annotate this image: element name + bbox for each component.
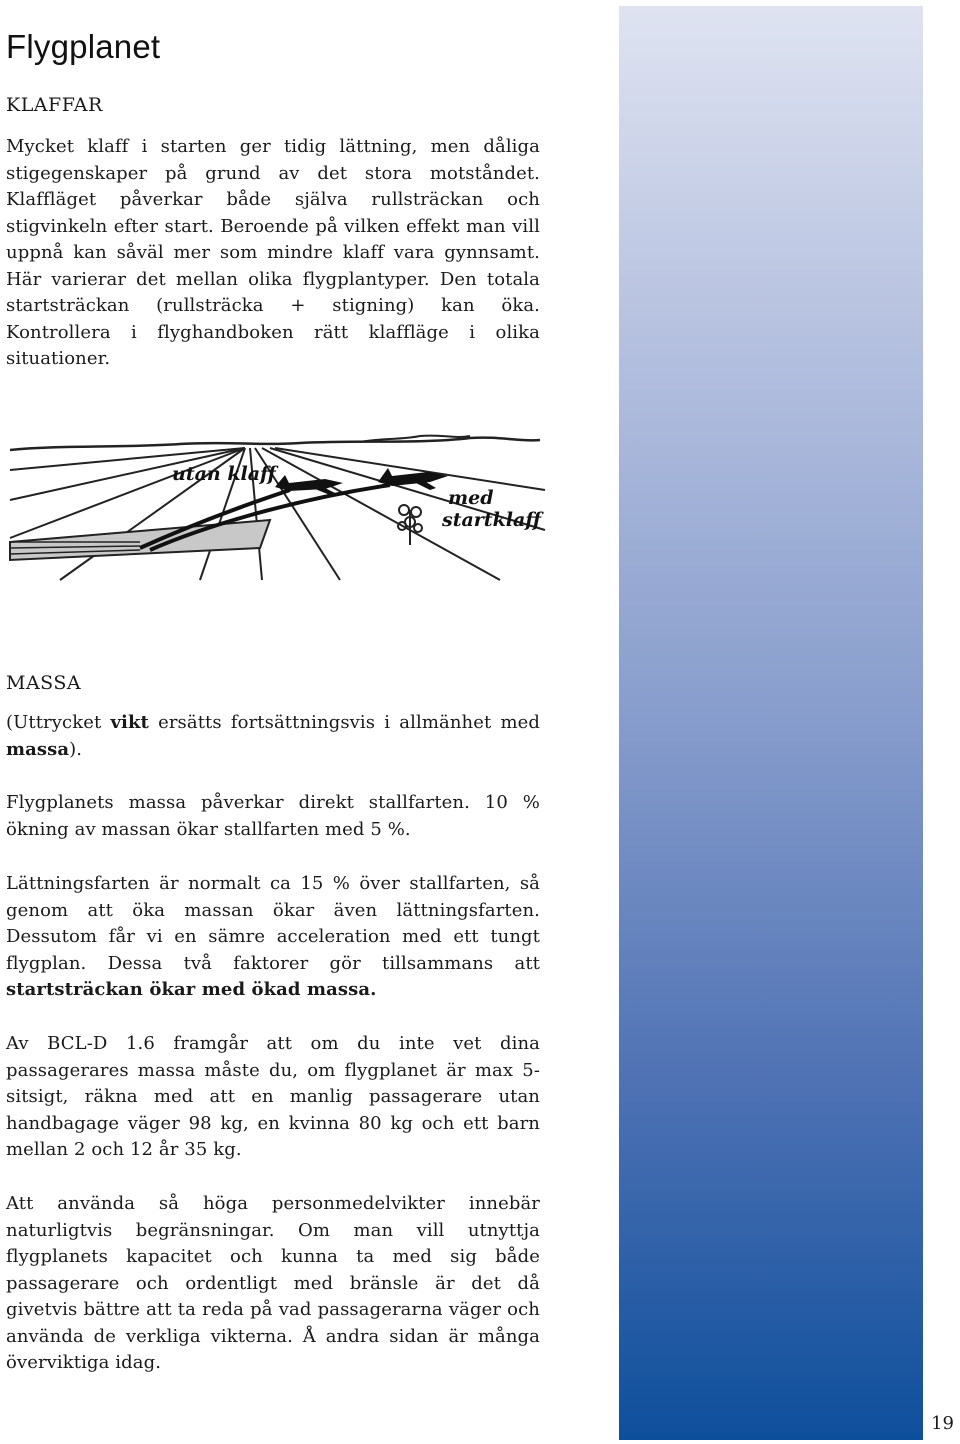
takeoff-flap-illustration [0, 430, 560, 610]
runway [10, 520, 270, 560]
section-heading-klaffar: KLAFFAR [6, 94, 103, 116]
page-number: 19 [931, 1413, 954, 1434]
klaffar-paragraph: Mycket klaff i starten ger tidig lättning, men dåliga stigegenskaper på grund av det stora motståndet. Klaffläget påverkar både själva rullsträckan och stigvinkeln efter start. Beroende på vilken effekt man vill uppnå kan såväl mer som mindre klaff vara gynnsamt. Här varierar det mellan olika flygplantyper. Den totala startsträckan (rullsträcka + stigning) kan öka. Kontrollera i flyghandboken rätt klaffläge i olika situationer. [6, 136, 540, 369]
page-title: Flygplanet [6, 28, 161, 65]
decorative-gradient-sidebar [619, 6, 923, 1440]
massa-paragraph-4: Av BCL-D 1.6 framgår att om du inte vet dina passagerares massa måste du, om flygplanet är max 5-sitsigt, räkna med att en manlig passagerare utan handbagage väger 98 kg, en kvinna 80 kg och ett barn mellan 2 och 12 år 35 kg. [6, 1033, 540, 1160]
massa-paragraph-2: Flygplanets massa påverkar direkt stallfarten. 10 % ökning av massan ökar stallfarten med 5 %. [6, 792, 540, 840]
section-heading-massa: MASSA [6, 672, 82, 694]
massa-paragraph-5: Att använda så höga personmedelvikter innebär naturligtvis begränsningar. Om man vill utnyttja flygplanets kapacitet och kunna ta med sig både passagerare och ordentligt med bränsle är det då givetvis bättre att ta reda på vad passagerarna väger och använda de verkliga vikterna. Å andra sidan är många överviktiga idag. [6, 1193, 540, 1373]
label-startklaff: startklaff [442, 509, 541, 531]
massa-paragraph-3: Lättningsfarten är normalt ca 15 % över stallfarten, så genom att öka massan ökar även lättningsfarten. Dessutom får vi en sämre acceleration med ett tungt flygplan. Dessa två faktorer gör tillsammans att startsträckan ökar med ökad massa. [6, 873, 540, 1000]
label-utan-klaff: utan klaff [172, 463, 276, 485]
massa-paragraph-1: (Uttrycket vikt ersätts fortsättningsvis i allmänhet med massa). [6, 712, 540, 760]
label-med: med [448, 487, 494, 509]
